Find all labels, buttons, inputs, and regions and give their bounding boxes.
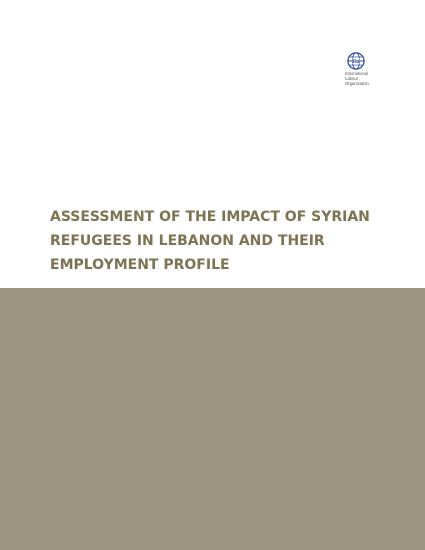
report-title-line: REFUGEES IN LEBANON AND THEIR (50, 233, 325, 249)
report-title (50, 205, 390, 277)
ilo-globe-icon (347, 52, 365, 70)
report-title-line: ASSESSMENT OF THE IMPACT OF SYRIAN (50, 209, 370, 225)
cover-color-band (0, 288, 425, 550)
report-title-line: EMPLOYMENT PROFILE (50, 257, 230, 273)
ilo-logo (345, 52, 375, 86)
logo-text-line: International (345, 71, 369, 76)
svg-text:ilo: ilo (352, 58, 360, 65)
logo-text-line: Organization (345, 81, 369, 86)
logo-text-line: Labour (345, 76, 359, 81)
ilo-logo-text (345, 71, 375, 86)
